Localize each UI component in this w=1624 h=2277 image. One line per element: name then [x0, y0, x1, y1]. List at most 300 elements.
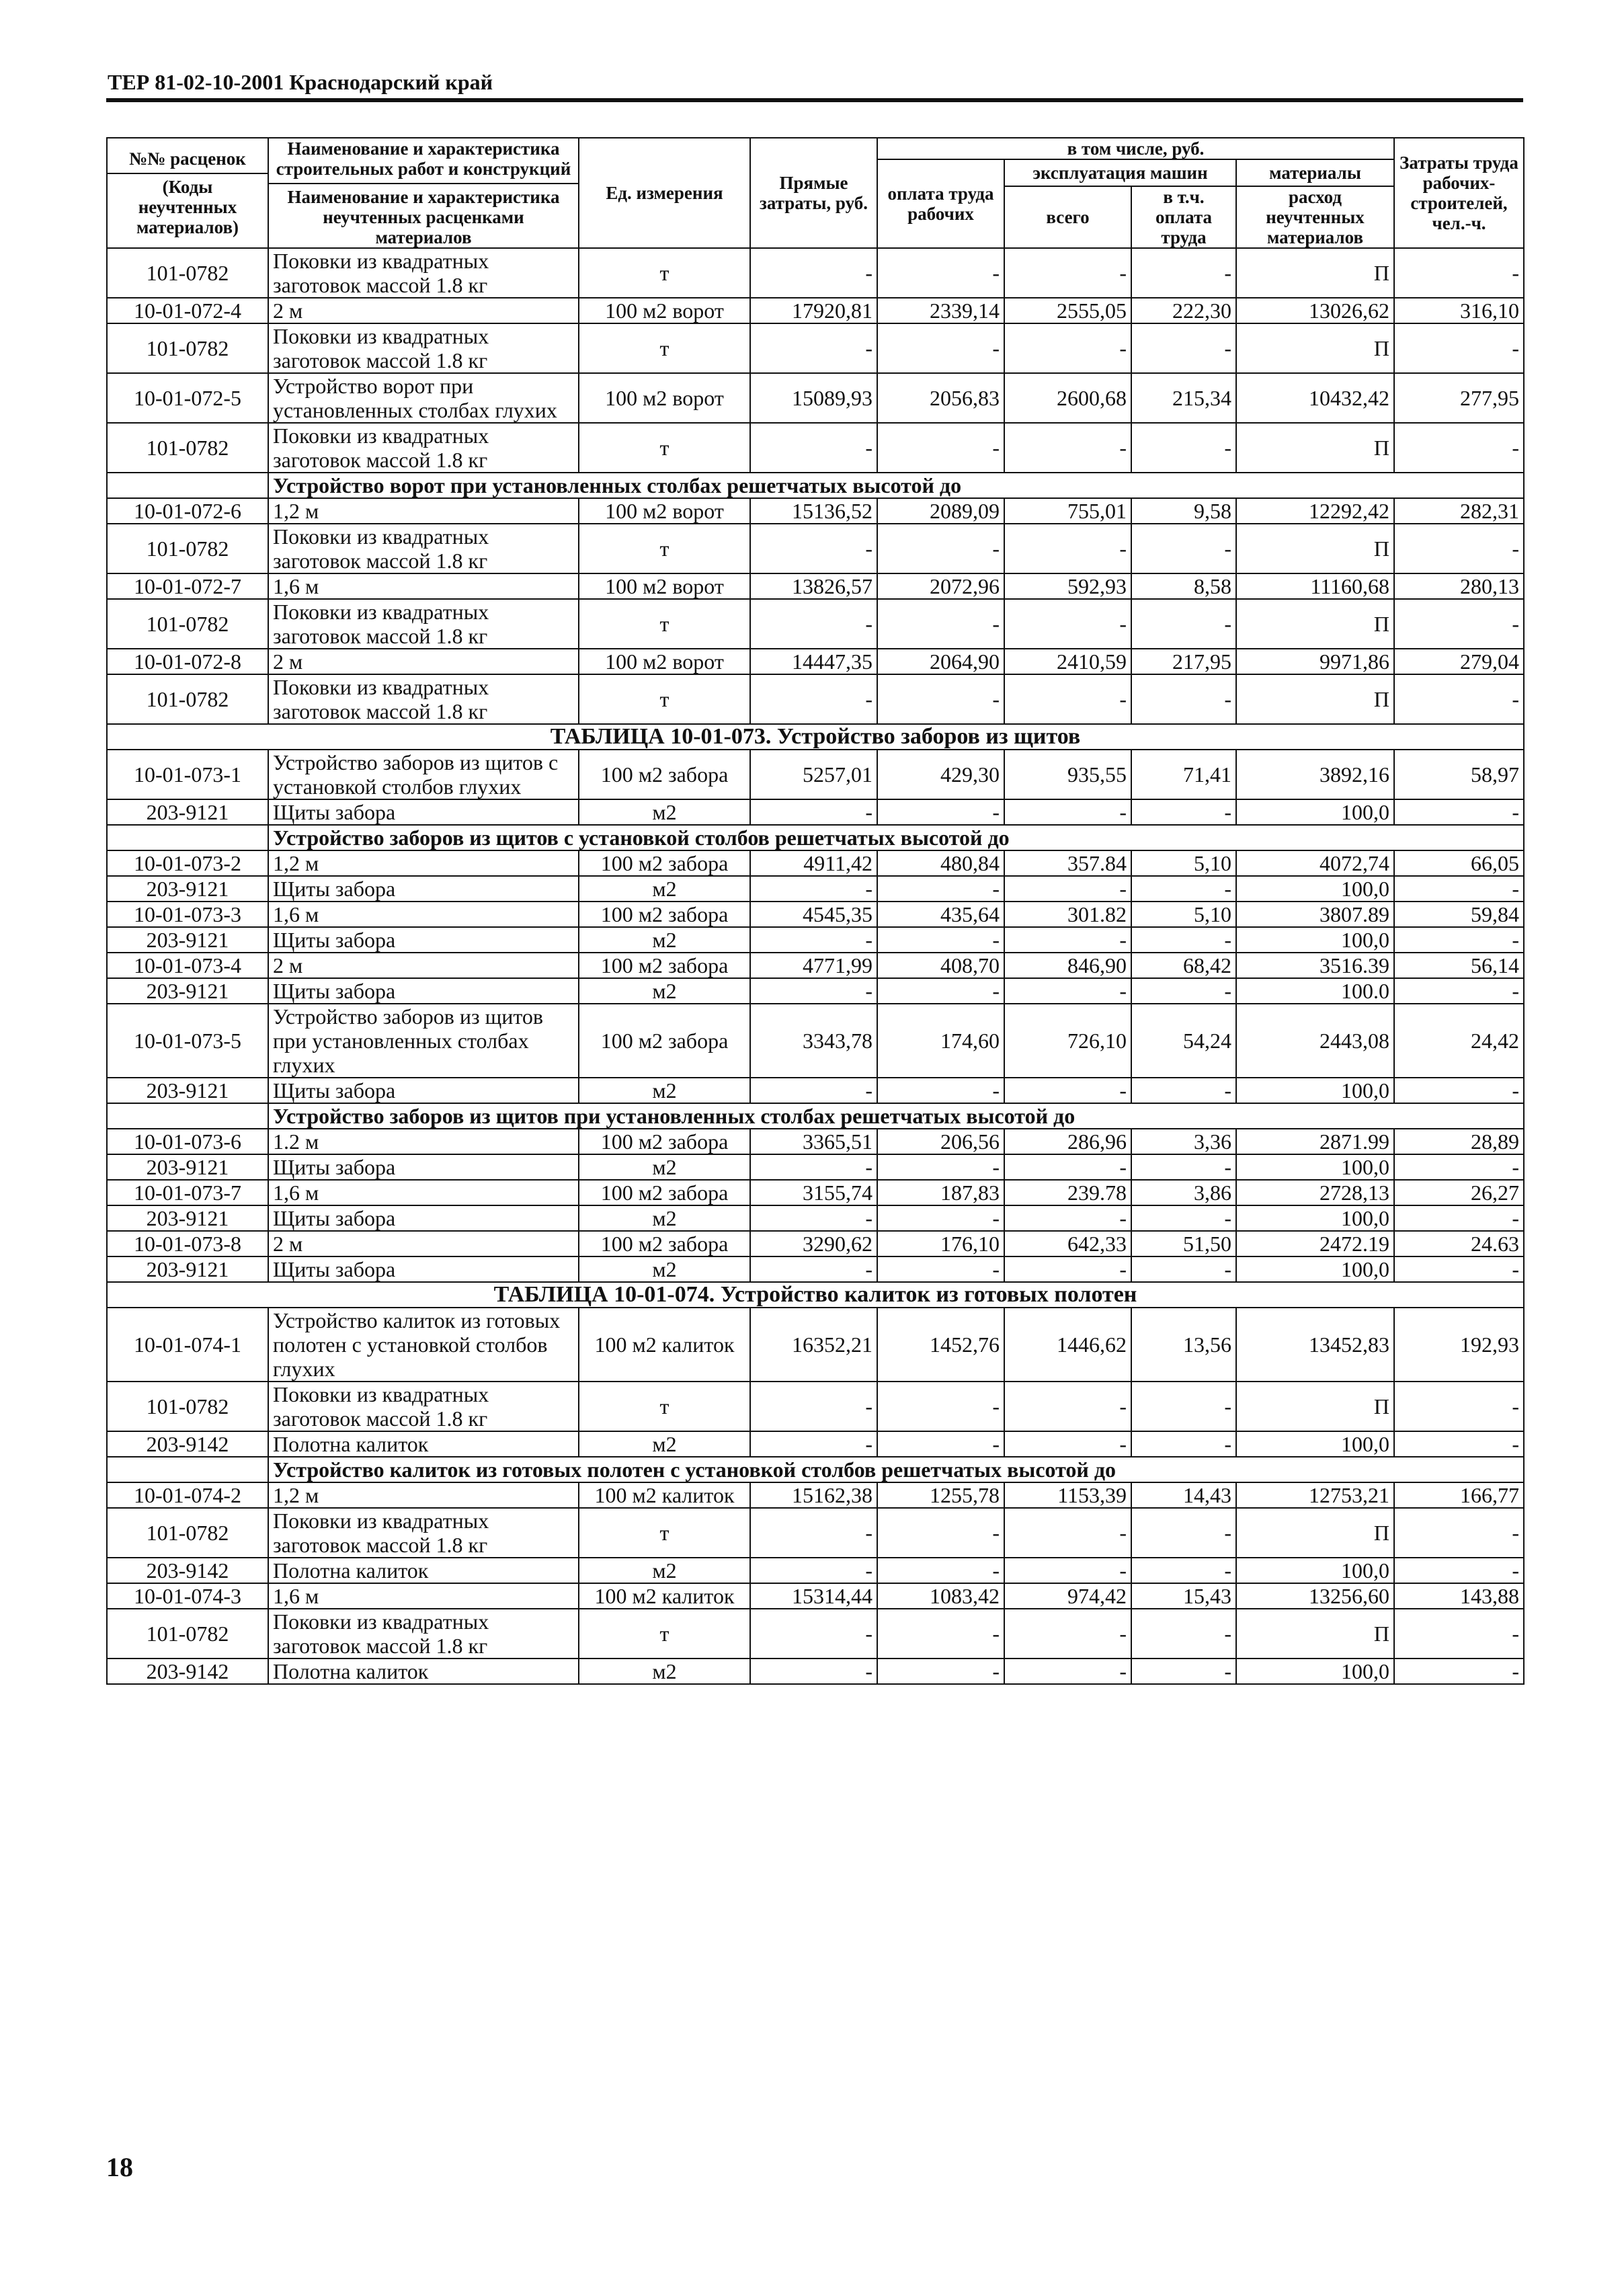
cell-machines-wage: - [1131, 1609, 1236, 1659]
cell-materials: 12753,21 [1236, 1482, 1394, 1508]
cell-wage: 1083,42 [877, 1583, 1004, 1609]
cell-machines-wage: - [1131, 1382, 1236, 1431]
cell-machines-wage: - [1131, 1205, 1236, 1231]
cell-labor: 316,10 [1394, 298, 1524, 323]
cell-wage: - [877, 876, 1004, 902]
cell-machines-wage: - [1131, 1508, 1236, 1558]
cell-direct: - [750, 1154, 877, 1180]
cell-wage: 2056,83 [877, 373, 1004, 423]
cell-wage: - [877, 423, 1004, 473]
cell-machines-wage: - [1131, 1431, 1236, 1457]
header-materials-sub: расход неучтенных материалов [1236, 186, 1394, 248]
cell-code: 101-0782 [107, 1609, 268, 1659]
cell-name: Щиты забора [268, 1154, 579, 1180]
cell-wage: - [877, 674, 1004, 724]
header-code-separator [108, 173, 268, 174]
cell-machines: - [1004, 524, 1131, 573]
cell-labor: - [1394, 1558, 1524, 1583]
cell-unit: м2 [579, 799, 750, 825]
cell-machines: 357.84 [1004, 850, 1131, 876]
cell-machines-wage: 15,43 [1131, 1583, 1236, 1609]
cell-name: 1,2 м [268, 850, 579, 876]
cell-labor: 28,89 [1394, 1129, 1524, 1154]
cell-machines: - [1004, 423, 1131, 473]
cell-machines: - [1004, 1078, 1131, 1103]
cell-wage: - [877, 1078, 1004, 1103]
cell-unit: т [579, 423, 750, 473]
cell-machines-wage: 54,24 [1131, 1004, 1236, 1078]
table-header-row [107, 138, 1524, 159]
cell-wage: 176,10 [877, 1231, 1004, 1256]
header-code [107, 138, 268, 248]
cell-machines-wage: 5,10 [1131, 850, 1236, 876]
cell-machines: - [1004, 927, 1131, 953]
cell-machines-wage: 3,36 [1131, 1129, 1236, 1154]
cell-unit: 100 м2 калиток [579, 1308, 750, 1382]
cell-machines: 726,10 [1004, 1004, 1131, 1078]
cell-code: 10-01-073-5 [107, 1004, 268, 1078]
cell-unit: т [579, 1382, 750, 1431]
cell-labor: - [1394, 1154, 1524, 1180]
cell-direct: 15089,93 [750, 373, 877, 423]
cell-code: 10-01-073-8 [107, 1231, 268, 1256]
cell-direct: 4911,42 [750, 850, 877, 876]
cell-code: 10-01-072-6 [107, 498, 268, 524]
header-machines-total: всего [1004, 186, 1131, 248]
cell-machines-wage: 5,10 [1131, 902, 1236, 927]
cell-name: 2 м [268, 953, 579, 978]
table-row [107, 1659, 1524, 1684]
cell-code: 203-9121 [107, 876, 268, 902]
table-row [107, 1609, 1524, 1659]
cell-machines-wage: 68,42 [1131, 953, 1236, 978]
cell-wage: - [877, 1205, 1004, 1231]
cell-wage: - [877, 1431, 1004, 1457]
cell-machines: - [1004, 1205, 1131, 1231]
cell-direct: 3343,78 [750, 1004, 877, 1078]
cell-code: 10-01-072-7 [107, 573, 268, 599]
page-number: 18 [106, 2152, 133, 2182]
cell-machines: - [1004, 1558, 1131, 1583]
cell-unit: м2 [579, 876, 750, 902]
cell-wage: 2064,90 [877, 649, 1004, 674]
cell-labor: 143,88 [1394, 1583, 1524, 1609]
cell-unit: 100 м2 забора [579, 1004, 750, 1078]
table-row [107, 298, 1524, 323]
cell-name: Щиты забора [268, 1256, 579, 1282]
cell-wage: - [877, 1508, 1004, 1558]
cell-direct: - [750, 927, 877, 953]
table-row [107, 1004, 1524, 1078]
cell-machines-wage: - [1131, 1256, 1236, 1282]
table-row [107, 1508, 1524, 1558]
cell-name: Поковки из квадратных заготовок массой 1.8 кг [268, 248, 579, 298]
cell-machines: 974,42 [1004, 1583, 1131, 1609]
cell-wage: - [877, 323, 1004, 373]
cell-materials: 3807.89 [1236, 902, 1394, 927]
group-heading-row [107, 825, 1524, 850]
cell-name: 2 м [268, 649, 579, 674]
cell-code: 101-0782 [107, 599, 268, 649]
cell-labor: - [1394, 1609, 1524, 1659]
table-row [107, 1583, 1524, 1609]
table-row [107, 876, 1524, 902]
cell-code: 101-0782 [107, 248, 268, 298]
cell-machines: - [1004, 1659, 1131, 1684]
header-materials: материалы [1236, 159, 1394, 186]
cell-direct: - [750, 1508, 877, 1558]
cell-name: Щиты забора [268, 927, 579, 953]
cell-unit: м2 [579, 1431, 750, 1457]
cell-materials: П [1236, 674, 1394, 724]
cell-wage: - [877, 1659, 1004, 1684]
cell-machines: 239.78 [1004, 1180, 1131, 1205]
table-title-row [107, 724, 1524, 750]
cell-code: 10-01-073-7 [107, 1180, 268, 1205]
cell-labor: 59,84 [1394, 902, 1524, 927]
cell-machines: - [1004, 1154, 1131, 1180]
cell-wage: - [877, 599, 1004, 649]
cell-code: 10-01-072-8 [107, 649, 268, 674]
cell-code: 10-01-074-3 [107, 1583, 268, 1609]
cell-direct: - [750, 323, 877, 373]
cell-code: 203-9121 [107, 1078, 268, 1103]
table-row [107, 1431, 1524, 1457]
cell-code: 10-01-073-3 [107, 902, 268, 927]
header-name-separator [269, 183, 578, 184]
cell-labor: - [1394, 1508, 1524, 1558]
cell-name: Щиты забора [268, 1078, 579, 1103]
cell-direct: - [750, 1609, 877, 1659]
cell-machines-wage: 217,95 [1131, 649, 1236, 674]
table-row [107, 423, 1524, 473]
cell-materials: 100,0 [1236, 1558, 1394, 1583]
cell-direct: - [750, 423, 877, 473]
table-row [107, 674, 1524, 724]
table-row [107, 1154, 1524, 1180]
cell-wage: 2089,09 [877, 498, 1004, 524]
cell-code: 203-9121 [107, 1205, 268, 1231]
cell-machines-wage: 222,30 [1131, 298, 1236, 323]
cell-materials: 4072,74 [1236, 850, 1394, 876]
cell-unit: м2 [579, 1078, 750, 1103]
cell-machines-wage: - [1131, 927, 1236, 953]
cell-machines: - [1004, 799, 1131, 825]
cell-unit: 100 м2 ворот [579, 573, 750, 599]
cell-materials: 100,0 [1236, 1256, 1394, 1282]
cell-labor: 58,97 [1394, 750, 1524, 799]
cell-unit: 100 м2 калиток [579, 1482, 750, 1508]
cell-unit: т [579, 1609, 750, 1659]
cell-code: 203-9121 [107, 1154, 268, 1180]
cell-materials: 100,0 [1236, 1154, 1394, 1180]
cell-code: 10-01-073-4 [107, 953, 268, 978]
cell-machines: 286,96 [1004, 1129, 1131, 1154]
cell-code: 101-0782 [107, 1508, 268, 1558]
cell-direct: 3155,74 [750, 1180, 877, 1205]
cell-wage: - [877, 1382, 1004, 1431]
cell-machines: - [1004, 1382, 1131, 1431]
cell-labor: - [1394, 423, 1524, 473]
table-row [107, 573, 1524, 599]
cell-machines-wage: 51,50 [1131, 1231, 1236, 1256]
cell-name: Щиты забора [268, 978, 579, 1004]
cell-labor: - [1394, 799, 1524, 825]
cell-materials: 13026,62 [1236, 298, 1394, 323]
cell-unit: т [579, 323, 750, 373]
cell-machines-wage: - [1131, 876, 1236, 902]
cell-labor: - [1394, 524, 1524, 573]
cell-unit: 100 м2 забора [579, 902, 750, 927]
cell-labor: 56,14 [1394, 953, 1524, 978]
cell-machines: 642,33 [1004, 1231, 1131, 1256]
cell-unit: м2 [579, 1205, 750, 1231]
cell-machines: 2555,05 [1004, 298, 1131, 323]
cell-materials: П [1236, 423, 1394, 473]
cell-direct: 17920,81 [750, 298, 877, 323]
table-row [107, 323, 1524, 373]
cell-wage: 206,56 [877, 1129, 1004, 1154]
cell-labor: - [1394, 1078, 1524, 1103]
cell-direct: 3365,51 [750, 1129, 877, 1154]
header-unit: Ед. измерения [579, 138, 750, 248]
cell-labor: - [1394, 1659, 1524, 1684]
cell-machines-wage: - [1131, 978, 1236, 1004]
cell-unit: т [579, 674, 750, 724]
cell-machines: - [1004, 876, 1131, 902]
cell-direct: 4545,35 [750, 902, 877, 927]
cell-direct: - [750, 1205, 877, 1231]
table-row [107, 978, 1524, 1004]
cell-labor: - [1394, 674, 1524, 724]
cell-labor: 24,42 [1394, 1004, 1524, 1078]
cell-code: 101-0782 [107, 524, 268, 573]
cell-materials: 2871.99 [1236, 1129, 1394, 1154]
cell-machines: - [1004, 978, 1131, 1004]
cell-code: 10-01-073-1 [107, 750, 268, 799]
cell-name: Устройство заборов из щитов при установленных столбах глухих [268, 1004, 579, 1078]
cell-materials: П [1236, 248, 1394, 298]
cell-machines-wage: - [1131, 1659, 1236, 1684]
cell-wage: 408,70 [877, 953, 1004, 978]
cell-name: Щиты забора [268, 876, 579, 902]
cell-materials: 13452,83 [1236, 1308, 1394, 1382]
cell-name: Поковки из квадратных заготовок массой 1.8 кг [268, 423, 579, 473]
cell-materials: 100,0 [1236, 1431, 1394, 1457]
cell-code: 203-9142 [107, 1431, 268, 1457]
cell-empty [107, 825, 268, 850]
cell-machines: - [1004, 323, 1131, 373]
table-row [107, 248, 1524, 298]
cell-unit: т [579, 599, 750, 649]
table-row [107, 1231, 1524, 1256]
cell-machines-wage: - [1131, 248, 1236, 298]
cell-materials: 9971,86 [1236, 649, 1394, 674]
cell-wage: 429,30 [877, 750, 1004, 799]
cell-wage: 174,60 [877, 1004, 1004, 1078]
cell-empty [107, 1103, 268, 1129]
cell-wage: - [877, 1558, 1004, 1583]
cell-machines: 846,90 [1004, 953, 1131, 978]
cell-direct: - [750, 799, 877, 825]
cell-machines: - [1004, 1431, 1131, 1457]
cell-machines: - [1004, 1508, 1131, 1558]
cell-labor: - [1394, 876, 1524, 902]
cell-machines-wage: - [1131, 524, 1236, 573]
table-row [107, 799, 1524, 825]
cell-labor: - [1394, 927, 1524, 953]
cell-wage: 480,84 [877, 850, 1004, 876]
cell-unit: 100 м2 ворот [579, 498, 750, 524]
cell-machines-wage: - [1131, 1154, 1236, 1180]
cell-unit: 100 м2 ворот [579, 298, 750, 323]
cell-unit: т [579, 248, 750, 298]
cell-materials: П [1236, 1609, 1394, 1659]
cell-machines-wage: 9,58 [1131, 498, 1236, 524]
cell-name: 1,6 м [268, 902, 579, 927]
cell-unit: 100 м2 забора [579, 750, 750, 799]
cell-code: 101-0782 [107, 1382, 268, 1431]
cell-unit: 100 м2 забора [579, 850, 750, 876]
cell-labor: - [1394, 978, 1524, 1004]
cell-direct: 3290,62 [750, 1231, 877, 1256]
cell-unit: т [579, 1508, 750, 1558]
cell-code: 101-0782 [107, 323, 268, 373]
cell-wage: 2072,96 [877, 573, 1004, 599]
header-rule [106, 98, 1523, 102]
cell-labor: - [1394, 1256, 1524, 1282]
cell-empty [107, 473, 268, 498]
cell-unit: м2 [579, 978, 750, 1004]
cell-machines-wage: - [1131, 1558, 1236, 1583]
cell-labor: 26,27 [1394, 1180, 1524, 1205]
cell-labor: 280,13 [1394, 573, 1524, 599]
cell-machines-wage: 71,41 [1131, 750, 1236, 799]
cell-materials: 100,0 [1236, 1078, 1394, 1103]
group-heading-row [107, 473, 1524, 498]
cell-machines: 1446,62 [1004, 1308, 1131, 1382]
group-heading: Устройство заборов из щитов при установленных столбах решетчатых высотой до [268, 1103, 1524, 1129]
table-row [107, 750, 1524, 799]
cell-name: Устройство калиток из готовых полотен с установкой столбов глухих [268, 1308, 579, 1382]
cell-direct: 16352,21 [750, 1308, 877, 1382]
cell-code: 10-01-072-4 [107, 298, 268, 323]
cell-materials: 10432,42 [1236, 373, 1394, 423]
table-row [107, 1129, 1524, 1154]
cell-name: Поковки из квадратных заготовок массой 1.8 кг [268, 599, 579, 649]
cell-machines: - [1004, 248, 1131, 298]
cell-direct: - [750, 599, 877, 649]
group-heading: Устройство калиток из готовых полотен с установкой столбов решетчатых высотой до [268, 1457, 1524, 1482]
cell-unit: 100 м2 забора [579, 953, 750, 978]
group-heading-row [107, 1103, 1524, 1129]
cell-unit: т [579, 524, 750, 573]
cell-materials: 12292,42 [1236, 498, 1394, 524]
cell-name: 1,2 м [268, 1482, 579, 1508]
cell-wage: - [877, 248, 1004, 298]
cell-materials: 2728,13 [1236, 1180, 1394, 1205]
cell-materials: 13256,60 [1236, 1583, 1394, 1609]
header-name-label: Наименование и характеристика строительных работ и конструкций [276, 138, 571, 179]
cell-name: Поковки из квадратных заготовок массой 1.8 кг [268, 674, 579, 724]
cell-wage: - [877, 524, 1004, 573]
table-row [107, 1256, 1524, 1282]
header-name [268, 138, 579, 248]
cell-labor: 279,04 [1394, 649, 1524, 674]
cell-direct: - [750, 876, 877, 902]
table-row [107, 649, 1524, 674]
table-body [107, 248, 1524, 1684]
cell-wage: 435,64 [877, 902, 1004, 927]
cell-machines-wage: - [1131, 1078, 1236, 1103]
cell-machines: - [1004, 1609, 1131, 1659]
header-direct: Прямые затраты, руб. [750, 138, 877, 248]
header-code-sub-label: (Коды неучтенных материалов) [136, 177, 239, 237]
cell-machines: - [1004, 674, 1131, 724]
cell-code: 203-9121 [107, 799, 268, 825]
cell-materials: П [1236, 599, 1394, 649]
cell-wage: 187,83 [877, 1180, 1004, 1205]
cell-unit: 100 м2 забора [579, 1129, 750, 1154]
cell-empty [107, 1457, 268, 1482]
cell-materials: 100,0 [1236, 799, 1394, 825]
cell-direct: 15314,44 [750, 1583, 877, 1609]
cell-materials: П [1236, 1382, 1394, 1431]
cell-materials: 11160,68 [1236, 573, 1394, 599]
table-title: ТАБЛИЦА 10-01-074. Устройство калиток из готовых полотен [107, 1282, 1524, 1308]
cell-direct: 4771,99 [750, 953, 877, 978]
cell-code: 203-9121 [107, 927, 268, 953]
cell-machines-wage: - [1131, 799, 1236, 825]
cell-code: 10-01-074-1 [107, 1308, 268, 1382]
cell-unit: 100 м2 калиток [579, 1583, 750, 1609]
cell-unit: 100 м2 забора [579, 1180, 750, 1205]
cell-machines-wage: - [1131, 323, 1236, 373]
cell-name: Полотна калиток [268, 1659, 579, 1684]
header-machines: эксплуатация машин [1004, 159, 1236, 186]
cell-name: Щиты забора [268, 1205, 579, 1231]
cell-name: Поковки из квадратных заготовок массой 1.8 кг [268, 1508, 579, 1558]
cell-machines-wage: - [1131, 599, 1236, 649]
cell-machines: - [1004, 599, 1131, 649]
table-row [107, 927, 1524, 953]
cell-labor: 166,77 [1394, 1482, 1524, 1508]
cell-name: Поковки из квадратных заготовок массой 1.8 кг [268, 1382, 579, 1431]
table-row [107, 599, 1524, 649]
cell-labor: 24.63 [1394, 1231, 1524, 1256]
cell-direct: 14447,35 [750, 649, 877, 674]
table-row [107, 850, 1524, 876]
cell-direct: - [750, 674, 877, 724]
cell-direct: - [750, 524, 877, 573]
cell-machines-wage: 215,34 [1131, 373, 1236, 423]
cell-code: 203-9142 [107, 1558, 268, 1583]
header-wage: оплата труда рабочих [877, 159, 1004, 248]
cell-labor: - [1394, 248, 1524, 298]
cell-wage: - [877, 927, 1004, 953]
cell-labor: - [1394, 1205, 1524, 1231]
cell-unit: 100 м2 ворот [579, 649, 750, 674]
cell-code: 10-01-074-2 [107, 1482, 268, 1508]
cell-materials: 100,0 [1236, 927, 1394, 953]
header-machines-wage: в т.ч. оплата труда [1131, 186, 1236, 248]
cell-machines-wage: 14,43 [1131, 1482, 1236, 1508]
cell-machines: 2600,68 [1004, 373, 1131, 423]
cell-wage: 1452,76 [877, 1308, 1004, 1382]
cell-direct: - [750, 1431, 877, 1457]
cell-labor: - [1394, 1431, 1524, 1457]
header-incl: в том числе, руб. [877, 138, 1394, 159]
